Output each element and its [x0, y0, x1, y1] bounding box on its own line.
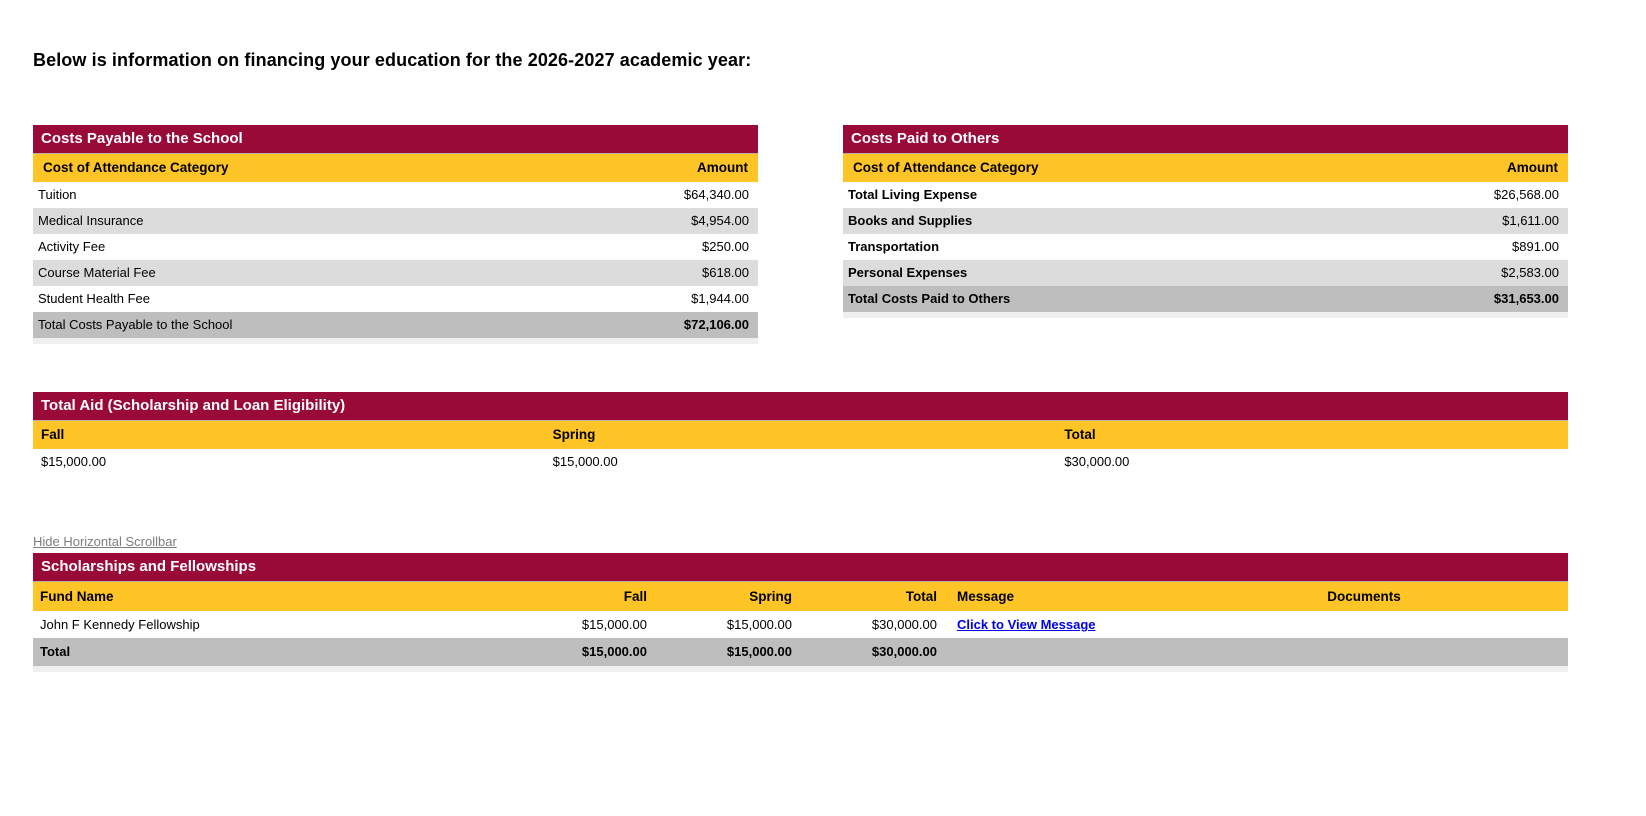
scholarships-total-row [33, 638, 1568, 666]
total-amount: $30,000.00 [1064, 454, 1130, 469]
spring-amount: $15,000.00 [726, 617, 792, 632]
total-label: Total [40, 644, 71, 659]
fund-name: John F Kennedy Fellowship [40, 617, 200, 632]
table-row: Tuition $64,340.00 [38, 187, 749, 202]
table-row: Student Health Fee $1,944.00 [38, 291, 749, 306]
costs-others-column-header [843, 154, 1568, 182]
table-total-row: Total Costs Payable to the School $72,106.00 [33, 312, 758, 338]
costs-payable-header: Costs Payable to the School [33, 125, 758, 154]
scholarships-table [33, 553, 1568, 672]
costs-paid-to-others-table [843, 125, 1568, 344]
fund-name-column-label: Fund Name [40, 589, 114, 604]
table-row: Transportation $891.00 [848, 239, 1559, 254]
table-row: Books and Supplies $1,611.00 [843, 208, 1568, 234]
amount-column-label: Amount [1507, 160, 1558, 175]
amount-column-label: Amount [697, 160, 748, 175]
costs-payable-column-header [33, 154, 758, 182]
table-row: Activity Fee $250.00 [38, 239, 749, 254]
table-bottom-strip [33, 338, 758, 344]
financial-aid-page [0, 50, 1646, 672]
page-title: Below is information on financing your education for the 2026-2027 academic year: [33, 50, 752, 70]
hide-horizontal-scrollbar-link[interactable]: Hide Horizontal Scrollbar [33, 534, 177, 549]
total-aid-column-header [33, 421, 1568, 449]
costs-others-header: Costs Paid to Others [843, 125, 1568, 154]
fall-amount: $15,000.00 [41, 454, 107, 469]
message-column-label: Message [957, 589, 1015, 604]
total-column-label: Total [1064, 427, 1096, 442]
column-gutter [758, 125, 843, 344]
fall-column-label: Fall [41, 427, 65, 442]
table-row: Total Living Expense $26,568.00 [848, 187, 1559, 202]
scholarships-column-header [33, 582, 1568, 611]
spring-total: $15,000.00 [726, 644, 792, 659]
category-column-label: Cost of Attendance Category [43, 160, 229, 175]
total-aid-row [33, 449, 1568, 475]
table-row: Personal Expenses $2,583.00 [843, 260, 1568, 286]
total-column-label: Total [905, 589, 937, 604]
scholarships-header: Scholarships and Fellowships [33, 553, 1568, 582]
fall-total: $15,000.00 [581, 644, 647, 659]
scholarship-row [33, 611, 1568, 638]
total-amount: $30,000.00 [871, 617, 937, 632]
documents-cell [1160, 611, 1568, 638]
total-total: $30,000.00 [871, 644, 937, 659]
cost-tables-row [33, 125, 1626, 344]
table-total-row: Total Costs Paid to Others $31,653.00 [843, 286, 1568, 312]
table-row: Medical Insurance $4,954.00 [33, 208, 758, 234]
spring-column-label: Spring [749, 589, 792, 604]
total-aid-table [33, 392, 1568, 475]
view-message-link[interactable]: Click to View Message [957, 617, 1096, 632]
hide-scrollbar-link-row [33, 533, 1626, 549]
table-bottom-strip [843, 312, 1568, 318]
category-column-label: Cost of Attendance Category [853, 160, 1039, 175]
total-aid-header: Total Aid (Scholarship and Loan Eligibility) [33, 392, 1568, 421]
table-row: Course Material Fee $618.00 [33, 260, 758, 286]
spring-amount: $15,000.00 [552, 454, 618, 469]
fall-column-label: Fall [623, 589, 647, 604]
spring-column-label: Spring [552, 427, 596, 442]
documents-column-label: Documents [1327, 589, 1401, 604]
table-bottom-strip [33, 666, 1568, 672]
costs-payable-to-school-table [33, 125, 758, 344]
fall-amount: $15,000.00 [581, 617, 647, 632]
